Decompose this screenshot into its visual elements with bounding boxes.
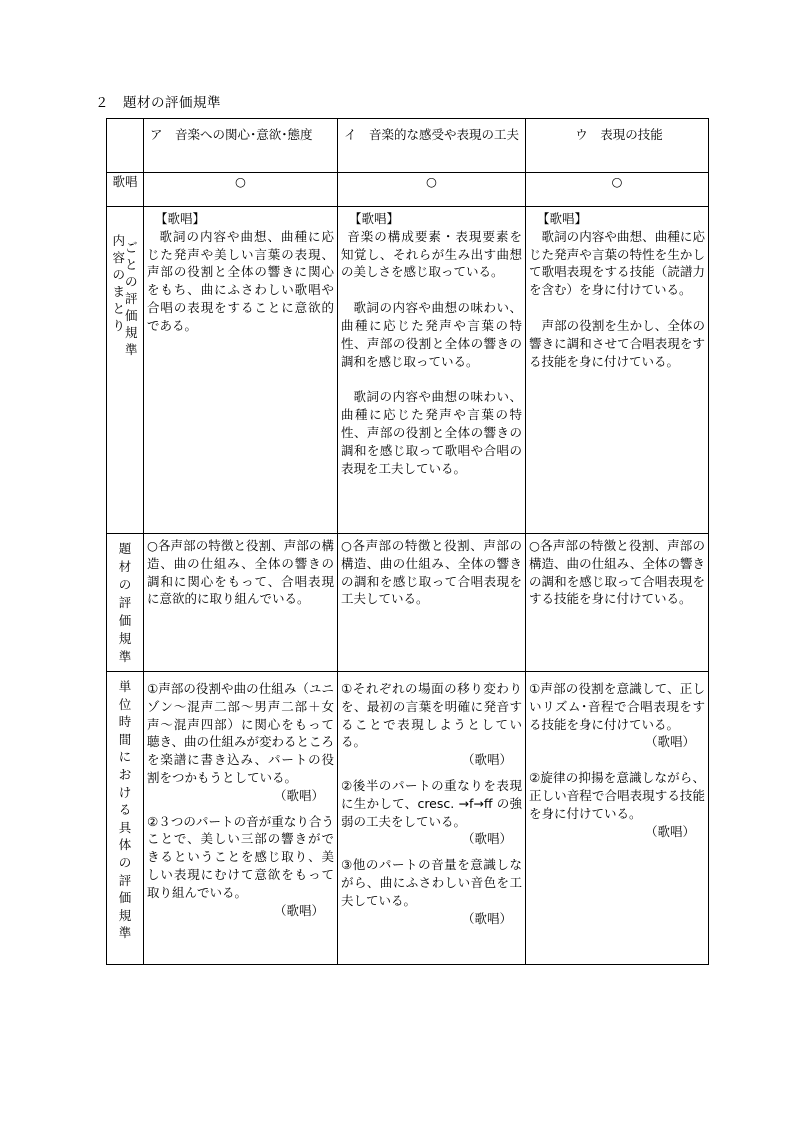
- label-char: に: [118, 749, 132, 765]
- label-char: 評: [118, 872, 132, 888]
- kasho-mark-u: ○: [526, 173, 709, 207]
- corner-cell: [107, 119, 144, 173]
- label-char: 容: [112, 249, 125, 265]
- tan-u-item-2: ②旋律の抑揚を意識しながら、正しい音程で合唱表現する技能を身に付けている。: [529, 770, 705, 821]
- naiyou-a-tag: 【歌唱】: [155, 211, 206, 226]
- tan-i: [338, 672, 526, 965]
- naiyou-u: [526, 207, 709, 534]
- label-char: 準: [125, 342, 138, 357]
- naiyou-i-tag: 【歌唱】: [349, 211, 400, 226]
- label-char: 準: [118, 649, 132, 664]
- daizai-u-text: ○各声部の特徴と役割、声部の構造、曲の仕組み、全体の響きの調和を感じ取って合唱表現をする技能を身に付けている。: [529, 538, 705, 607]
- kasho-mark-a: ○: [144, 173, 338, 207]
- naiyou-i-text-2: 歌詞の内容や曲想の味わい、曲種に応じた発声や言葉の特性、声部の役割と全体の響きの調和を感じ取っている。: [341, 300, 522, 369]
- tan-u-item-2-tag: （歌唱）: [644, 823, 695, 839]
- label-char: 規: [118, 907, 132, 923]
- label-char: ご: [125, 240, 138, 255]
- label-char: と: [112, 300, 125, 316]
- kasho-mark-i: ○: [338, 173, 526, 207]
- label-char: 時: [118, 714, 132, 730]
- kasho-row: [107, 173, 709, 207]
- header-u: [526, 119, 709, 173]
- tan-u-item-1: ①声部の役割を意識して、正しいリズム･音程で合唱表現をする技能を身に付けている。: [529, 681, 705, 732]
- kasho-label: 歌唱: [107, 173, 144, 207]
- tan-a-item-1-tag: （歌唱）: [273, 787, 324, 803]
- naiyou-u-text-2: 声部の役割を生かし、全体の響きに調和させて合唱表現をする技能を身に付けている。: [529, 317, 705, 369]
- header-a-text: ア 音楽への関心･意欲･態度: [150, 127, 313, 142]
- label-char: お: [118, 766, 132, 782]
- header-a: [144, 119, 338, 173]
- label-char: 評: [118, 595, 132, 610]
- label-char: の: [125, 274, 138, 289]
- tan-a: [144, 672, 338, 965]
- tan-a-item-1: ①声部の役割や曲の仕組み（ユニゾン～混声二部～男声二部＋女声～混声四部）に関心をもって聴き、曲の仕組みが変わるところを楽譜に書き込み、パートの役割をつかもうとしている。: [147, 681, 335, 785]
- tan-a-item-2-tag: （歌唱）: [273, 902, 324, 918]
- label-char: 間: [118, 731, 132, 747]
- naiyou-i: [338, 207, 526, 534]
- naiyou-label: [107, 207, 144, 534]
- tan-i-item-3: ③他のパートの音量を意識しながら、曲にふさわしい音色を工夫している。: [341, 857, 522, 908]
- label-char: 準: [118, 925, 132, 941]
- label-char: 材: [118, 559, 132, 574]
- daizai-row: [107, 534, 709, 672]
- daizai-u: [526, 534, 709, 672]
- label-char: 価: [118, 890, 132, 906]
- daizai-i: [338, 534, 526, 672]
- naiyou-a-text: 歌詞の内容や曲想、曲種に応じた発声や美しい言葉の表現、声部の役割と全体の響きに関心をもち、曲にふさわしい歌唱や合唱の表現をすることに意欲的である。: [147, 228, 334, 333]
- daizai-a-text: ○各声部の特徴と役割、声部の構造、曲の仕組み、全体の響きの調和に関心をもって、合唱表現に意欲的に取り組んでいる。: [147, 538, 334, 607]
- header-u-text: ウ 表現の技能: [575, 127, 663, 142]
- label-char: 価: [125, 308, 138, 323]
- label-char: 内: [112, 232, 125, 248]
- tan-label: [107, 672, 144, 965]
- label-char: 位: [118, 696, 132, 712]
- naiyou-u-text-1: 歌詞の内容や曲想、曲種に応じた発声や言葉の特性を生かして歌唱表現をする技能（読譜力を含む）を身に付けている。: [529, 228, 705, 298]
- label-char: り: [112, 317, 125, 333]
- label-char: 規: [125, 325, 138, 340]
- tan-i-item-3-tag: （歌唱）: [461, 910, 512, 926]
- naiyou-i-text-3: 歌詞の内容や曲想の味わい、曲種に応じた発声や言葉の特性、声部の役割と全体の響きの調和を感じ取って歌唱や合唱の表現を工夫している。: [341, 389, 522, 476]
- label-char: 体: [118, 837, 132, 853]
- header-row: [107, 119, 709, 173]
- evaluation-criteria-table: [106, 118, 709, 965]
- daizai-label: [107, 534, 144, 672]
- naiyou-u-tag: 【歌唱】: [537, 211, 588, 226]
- section-heading: ２ 題材の評価規準: [95, 95, 221, 111]
- tan-u-item-1-tag: （歌唱）: [644, 734, 695, 750]
- label-char: 単: [118, 679, 132, 694]
- tan-row: [107, 672, 709, 965]
- tan-i-item-2: ②後半のパートの重なりを表現に生かして、cresc. →f→ff の強弱の工夫をしている。: [341, 777, 522, 829]
- label-char: る: [118, 802, 132, 818]
- tan-u: [526, 672, 709, 965]
- header-i: [338, 119, 526, 173]
- label-char: ま: [112, 283, 125, 299]
- label-char: 具: [118, 819, 132, 835]
- label-char: 規: [118, 631, 132, 646]
- naiyou-a: [144, 207, 338, 534]
- label-char: 価: [118, 613, 132, 628]
- naiyou-i-text-1: 音楽の構成要素・表現要素を知覚し、それらが生み出す曲想の美しさを感じ取っている。: [341, 228, 522, 280]
- label-char: の: [118, 854, 132, 870]
- header-i-text: イ 音楽的な感受や表現の工夫: [344, 127, 520, 142]
- daizai-a: [144, 534, 338, 672]
- tan-i-item-1-tag: （歌唱）: [461, 752, 512, 768]
- label-char: と: [125, 257, 138, 272]
- label-char: 題: [118, 541, 132, 556]
- tan-i-item-1: ①それぞれの場面の移り変わりを、最初の言葉を明確に発音することで表現しようとしている。: [341, 681, 522, 750]
- label-char: の: [118, 577, 132, 592]
- tan-i-item-2-tag: （歌唱）: [461, 831, 512, 847]
- label-char: け: [118, 784, 132, 800]
- label-char: 評: [125, 291, 138, 306]
- naiyou-row: [107, 207, 709, 534]
- daizai-i-text: ○各声部の特徴と役割、声部の構造、曲の仕組み、全体の響きの調和を感じ取って合唱表現を工夫している。: [341, 538, 522, 607]
- tan-a-item-2: ②３つのパートの音が重なり合うことで、美しい三部の響きができるということを感じ取り、美しい表現にむけて意欲をもって取り組んでいる。: [147, 813, 334, 900]
- label-char: の: [112, 266, 125, 282]
